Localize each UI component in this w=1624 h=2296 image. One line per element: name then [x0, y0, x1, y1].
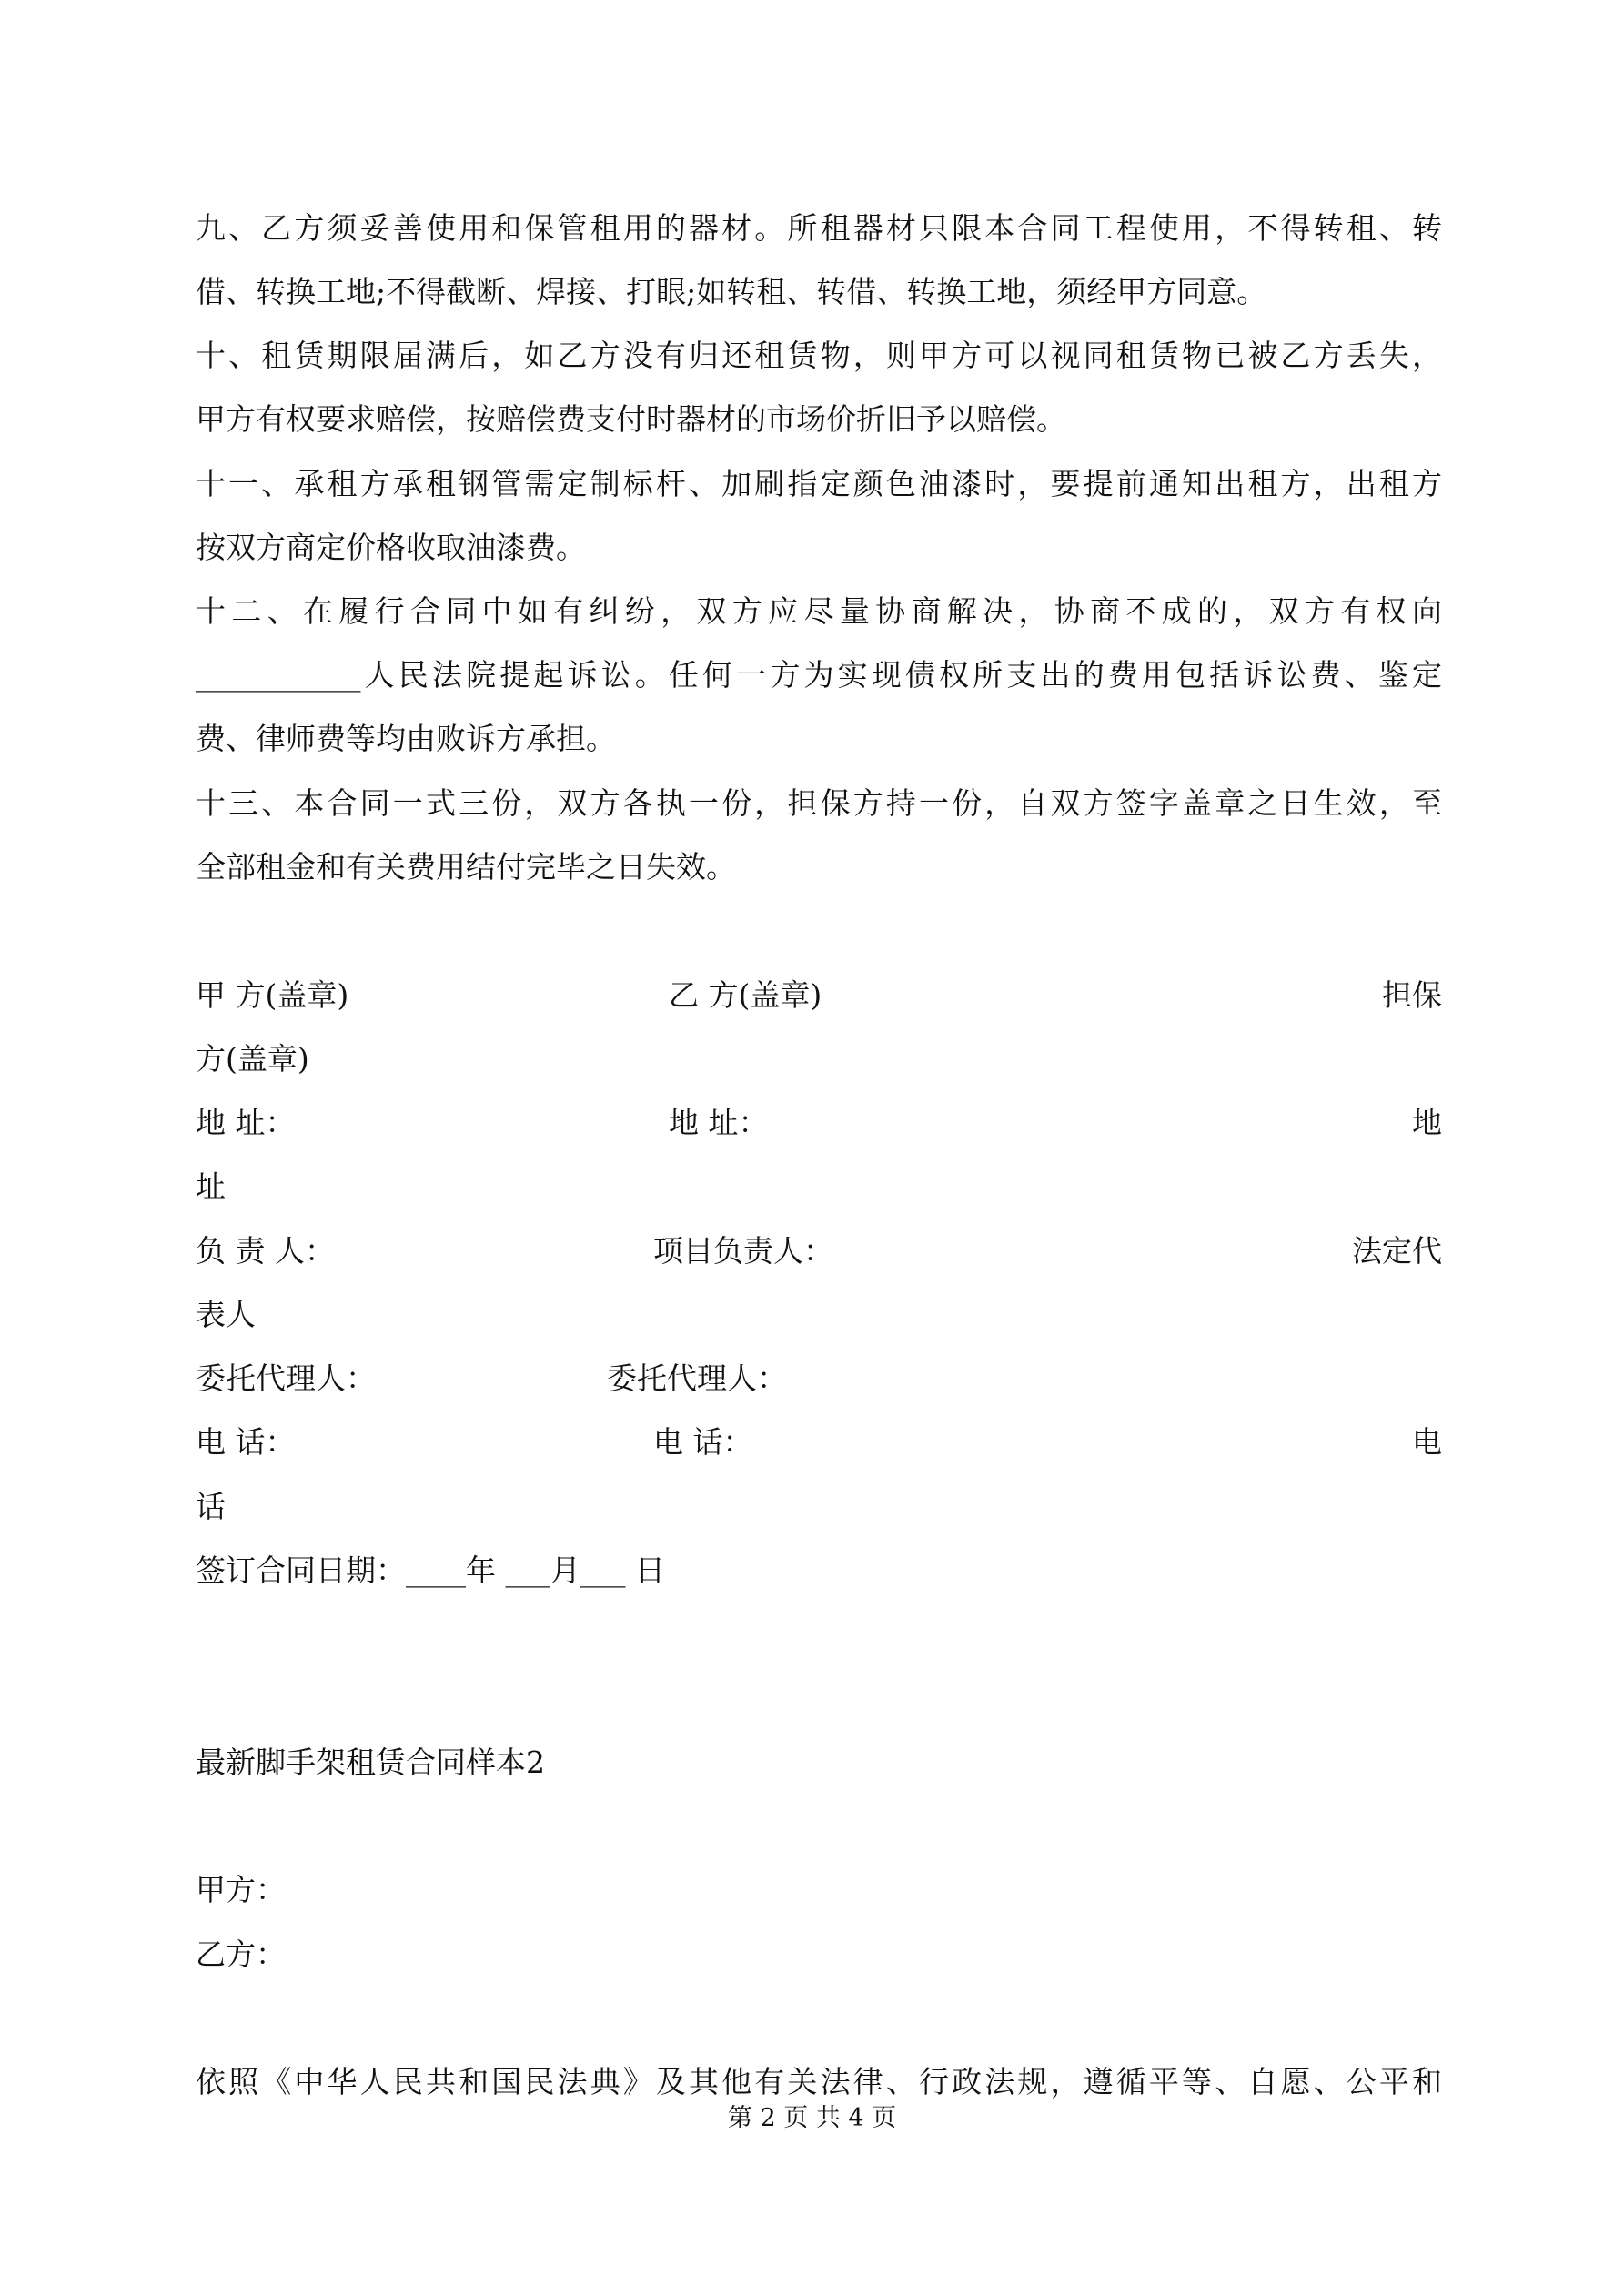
- guarantor-seal-label: 担保: [1382, 977, 1442, 1013]
- clause-11-line-1: 十一、承租方承租钢管需定制标杆、加刷指定颜色油漆时，要提前通知出租方，出租方: [196, 466, 1442, 501]
- party-b-agent-label: 委托代理人：: [607, 1360, 787, 1396]
- party-a-seal-label: 甲 方(盖章): [196, 977, 349, 1013]
- clause-10-line-2: 甲方有权要求赔偿，按赔偿费支付时器材的市场价折旧予以赔偿。: [196, 401, 1066, 437]
- guarantor-seal-label-cont: 方(盖章): [196, 1041, 309, 1077]
- clause-9-line-1: 九、乙方须妥善使用和保管租用的器材。所租器材只限本合同工程使用，不得转租、转: [196, 210, 1442, 246]
- party-a-phone-label: 电 话：: [196, 1424, 296, 1460]
- clause-12-line-1: 十二、在履行合同中如有纠纷，双方应尽量协商解决，协商不成的，双方有权向: [196, 593, 1442, 629]
- clause-11-line-2: 按双方商定价格收取油漆费。: [196, 530, 586, 565]
- party-b-phone-label: 电 话：: [653, 1424, 753, 1460]
- clause-10-line-1: 十、租赁期限届满后，如乙方没有归还租赁物，则甲方可以视同租赁物已被乙方丢失，: [196, 338, 1442, 373]
- guarantor-address-label-cont: 址: [196, 1168, 226, 1204]
- party-a-address-label: 地 址：: [196, 1105, 296, 1140]
- clause-9-line-2: 借、转换工地;不得截断、焊接、打眼;如转租、转借、转换工地，须经甲方同意。: [196, 274, 1267, 309]
- guarantor-legal-rep-label-cont: 表人: [196, 1297, 256, 1332]
- sample-2-intro: 依照《中华人民共和国民法典》及其他有关法律、行政法规，遵循平等、自愿、公平和: [196, 2064, 1442, 2099]
- party-b-address-label: 地 址：: [669, 1105, 769, 1140]
- sample-2-party-a: 甲方：: [196, 1872, 286, 1907]
- signature-row-agent: [196, 1357, 1442, 1401]
- signature-row-phone: [196, 1421, 1442, 1464]
- party-a-agent-label: 委托代理人：: [196, 1360, 376, 1396]
- signature-row-party: [196, 974, 1442, 1017]
- guarantor-address-label: 地: [1412, 1105, 1442, 1140]
- party-a-responsible-label: 负 责 人：: [196, 1233, 335, 1269]
- page-number-footer: 第 2 页 共 4 页: [727, 2104, 897, 2132]
- party-b-project-lead-label: 项目负责人：: [653, 1233, 833, 1269]
- signing-date-line: 签订合同日期：____年 ___月___ 日: [196, 1553, 665, 1588]
- party-b-seal-label: 乙 方(盖章): [669, 977, 822, 1013]
- sample-2-party-b: 乙方：: [196, 1937, 286, 1972]
- guarantor-phone-label: 电: [1412, 1424, 1442, 1460]
- signature-row-address: [196, 1101, 1442, 1145]
- guarantor-phone-label-cont: 话: [196, 1489, 226, 1524]
- clause-13-line-1: 十三、本合同一式三份，双方各执一份，担保方持一份，自双方签字盖章之日生效，至: [196, 785, 1442, 821]
- sample-2-title: 最新脚手架租赁合同样本2: [196, 1745, 545, 1780]
- guarantor-legal-rep-label: 法定代: [1352, 1233, 1442, 1269]
- clause-12-line-2: ___________人民法院提起诉讼。任何一方为实现债权所支出的费用包括诉讼费、鉴定: [196, 657, 1442, 693]
- clause-12-line-3: 费、律师费等均由败诉方承担。: [196, 721, 616, 756]
- signature-row-responsible: [196, 1229, 1442, 1273]
- clause-13-line-2: 全部租金和有关费用结付完毕之日失效。: [196, 849, 736, 885]
